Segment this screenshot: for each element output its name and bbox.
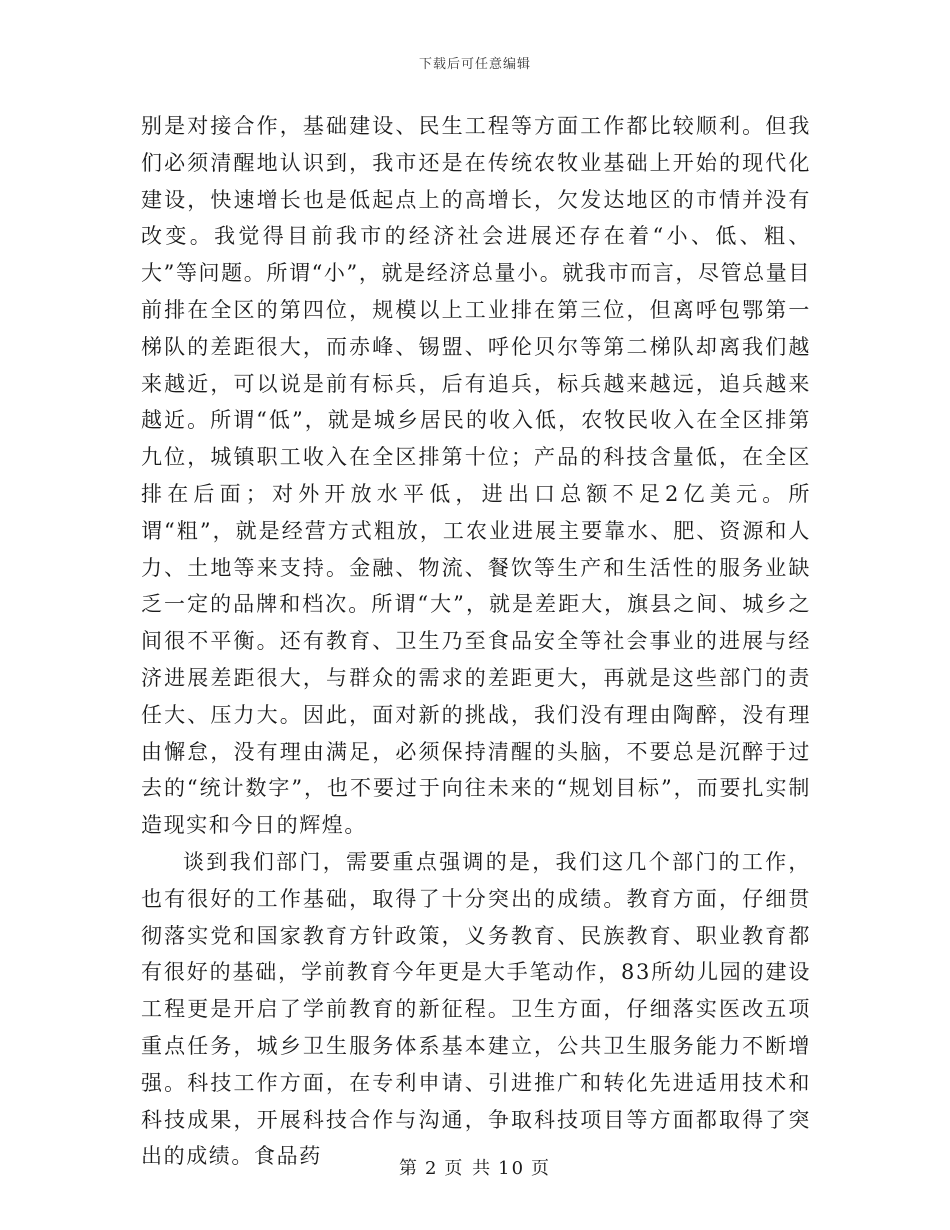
footer-current-page: 2 — [424, 1158, 439, 1179]
paragraph-1: 别是对接合作，基础建设、民生工程等方面工作都比较顺利。但我们必须清醒地认识到，我市还是在传统农牧业基础上开始的现代化建设，快速增长也是低起点上的高增长，欠发达地区的市情并没有改变。我觉得目前我市的经济社会进展还存在着“小、低、粗、大”等问题。所谓“小”，就是经济总量小。就我市而言，尽管总量目前排在全区的第四位，规模以上工业排在第三位，但离呼包鄂第一梯队的差距很大，而赤峰、锡盟、呼伦贝尔等第二梯队却离我们越来越近，可以说是前有标兵，后有追兵，标兵越来越远，追兵越来越近。所谓“低”，就是城乡居民的收入低，农牧民收入在全区排第九位，城镇职工收入在全区排第十位；产品的科技含量低，在全区排在后面；对外开放水平低，进出口总额不足2亿美元。所谓“粗”，就是经营方式粗放，工农业进展主要靠水、肥、资源和人力、土地等来支持。金融、物流、餐饮等生产和生活性的服务业缺乏一定的品牌和档次。所谓“大”，就是差距大，旗县之间、城乡之间很不平衡。还有教育、卫生乃至食品安全等社会事业的进展与经济进展差距很大，与群众的需求的差距更大，再就是这些部门的责任大、压力大。因此，面对新的挑战，我们没有理由陶醉，没有理由懈怠，没有理由满足，必须保持清醒的头脑，不要总是沉醉于过去的“统计数字”，也不要过于向往未来的“规划目标”，而要扎实制造现实和今日的辉煌。 — [141, 114, 811, 838]
footer-suffix: 页 — [531, 1158, 552, 1179]
footer-total-pages: 10 — [498, 1158, 526, 1179]
footer-prefix: 第 — [398, 1158, 419, 1179]
body-text — [141, 108, 811, 1175]
page-footer — [0, 1154, 950, 1180]
page-header-note: 下载后可任意编辑 — [418, 57, 531, 72]
footer-mid: 页 共 — [444, 1158, 493, 1179]
paragraph-2: 谈到我们部门，需要重点强调的是，我们这几个部门的工作，也有很好的工作基础，取得了十分突出的成绩。教育方面，仔细贯彻落实党和国家教育方针政策，义务教育、民族教育、职业教育都有很好的基础，学前教育今年更是大手笔动作，83所幼儿园的建设工程更是开启了学前教育的新征程。卫生方面，仔细落实医改五项重点任务，城乡卫生服务体系基本建立，公共卫生服务能力不断增强。科技工作方面，在专利申请、引进推广和转化先进适用技术和科技成果，开展科技合作与沟通，争取科技项目等方面都取得了突出的成绩。食品药 — [141, 849, 811, 1169]
